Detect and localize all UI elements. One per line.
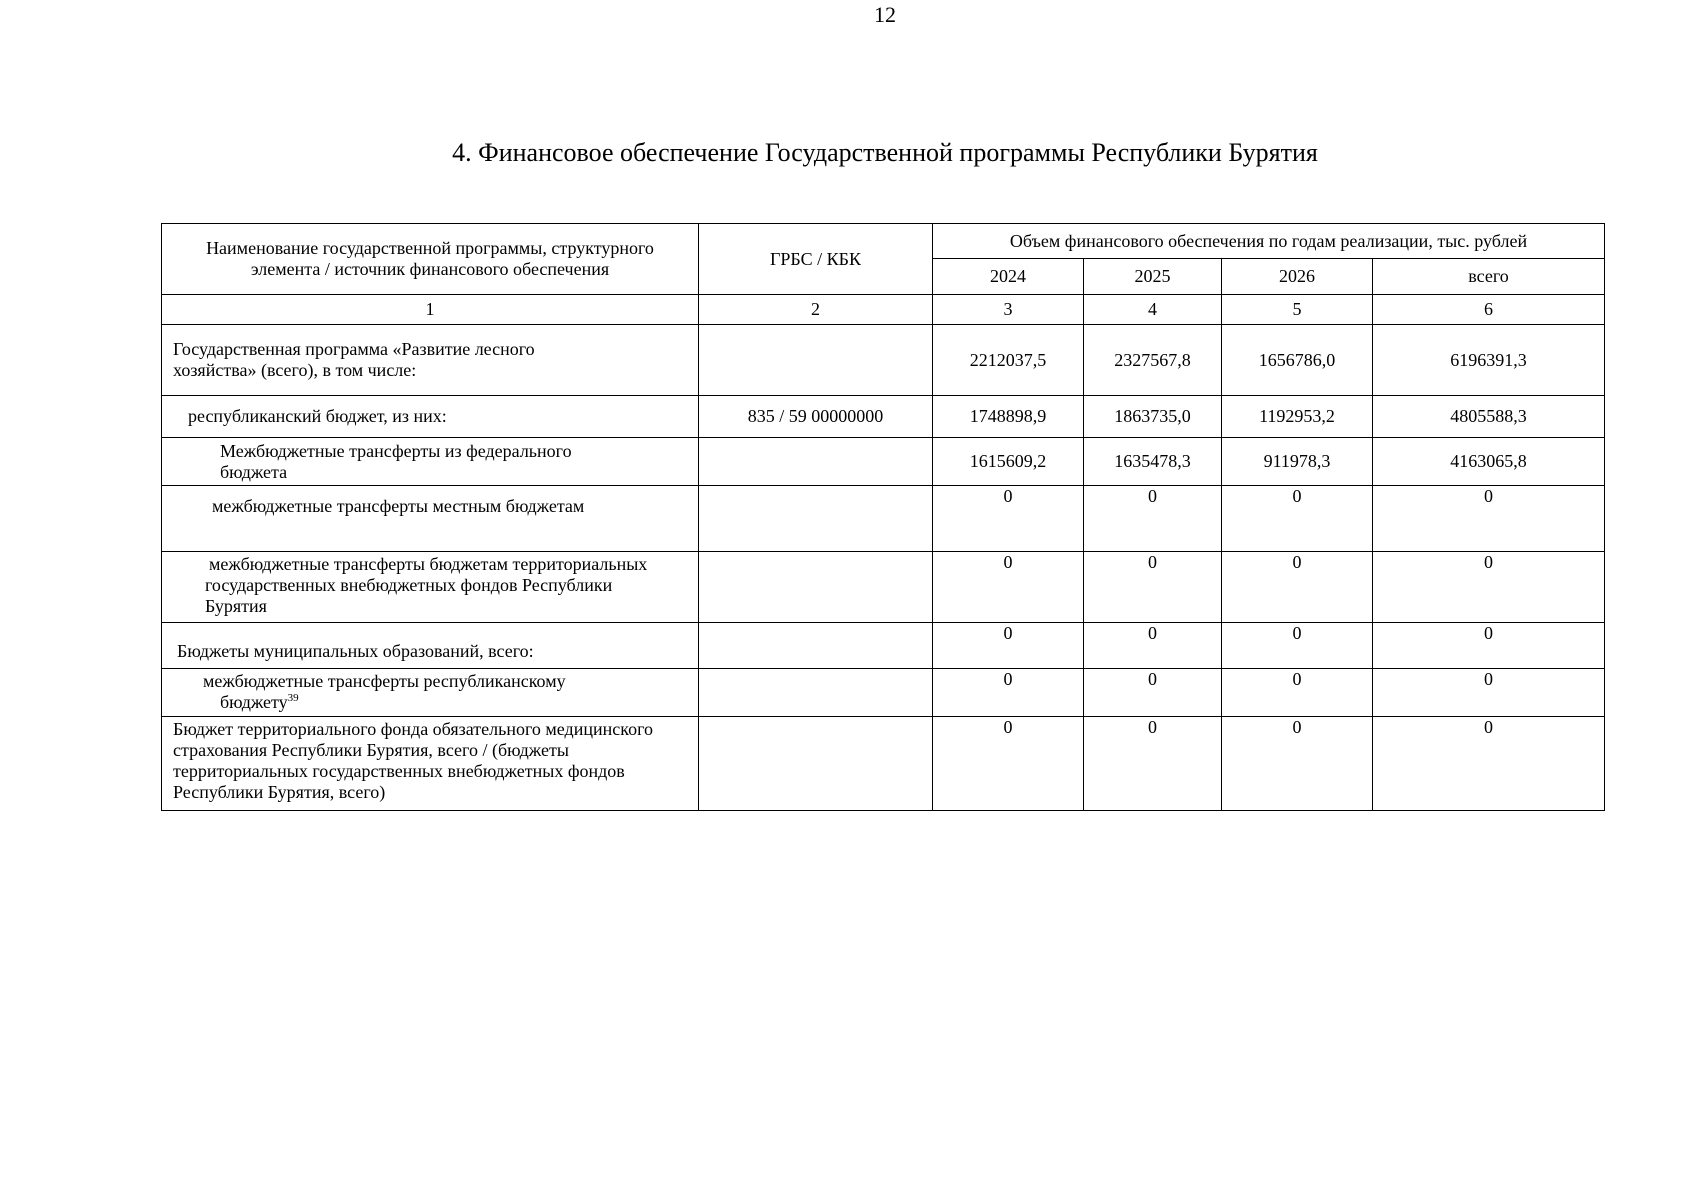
value-total: 0 — [1373, 669, 1605, 717]
header-year-2026: 2026 — [1222, 259, 1373, 295]
row-name — [162, 669, 699, 717]
column-number: 6 — [1373, 295, 1605, 325]
table-row — [162, 669, 1605, 717]
row-kbk — [699, 717, 933, 811]
header-total: всего — [1373, 259, 1605, 295]
table-header-row — [162, 224, 1605, 259]
value-2024: 1615609,2 — [933, 438, 1084, 486]
value-2026: 1192953,2 — [1222, 396, 1373, 438]
row-name: межбюджетные трансферты бюджетам территориальных государственных внебюджетных фондов Республики Бурятия — [162, 552, 699, 623]
table-row — [162, 438, 1605, 486]
value-2025: 1863735,0 — [1084, 396, 1222, 438]
row-name: Бюджет территориального фонда обязательного медицинского страхования Республики Бурятия, всего / (бюджеты территориальных государственных внебюджетных фондов Республики Бурятия, всего) — [162, 717, 699, 811]
table-row — [162, 325, 1605, 396]
row-kbk: 835 / 59 00000000 — [699, 396, 933, 438]
value-2024: 0 — [933, 486, 1084, 552]
value-2025: 0 — [1084, 486, 1222, 552]
column-number: 5 — [1222, 295, 1373, 325]
value-2026: 911978,3 — [1222, 438, 1373, 486]
value-2025: 0 — [1084, 623, 1222, 669]
row-name: Государственная программа «Развитие лесного хозяйства» (всего), в том числе: — [162, 325, 699, 396]
value-2025: 0 — [1084, 717, 1222, 811]
value-2024: 0 — [933, 623, 1084, 669]
value-total: 0 — [1373, 486, 1605, 552]
value-total: 0 — [1373, 717, 1605, 811]
row-kbk — [699, 623, 933, 669]
value-total: 0 — [1373, 552, 1605, 623]
row-kbk — [699, 438, 933, 486]
value-2026: 0 — [1222, 486, 1373, 552]
header-year-2025: 2025 — [1084, 259, 1222, 295]
value-total: 6196391,3 — [1373, 325, 1605, 396]
value-total: 4805588,3 — [1373, 396, 1605, 438]
value-total: 0 — [1373, 623, 1605, 669]
value-2025: 2327567,8 — [1084, 325, 1222, 396]
value-2025: 1635478,3 — [1084, 438, 1222, 486]
value-total: 4163065,8 — [1373, 438, 1605, 486]
value-2024: 0 — [933, 552, 1084, 623]
row-name: Бюджеты муниципальных образований, всего: — [162, 623, 699, 669]
section-title: 4. Финансовое обеспечение Государственной программы Республики Бурятия — [452, 138, 1318, 167]
header-volume-col: Объем финансового обеспечения по годам реализации, тыс. рублей — [933, 224, 1605, 259]
value-2024: 0 — [933, 717, 1084, 811]
value-2026: 1656786,0 — [1222, 325, 1373, 396]
table-row — [162, 623, 1605, 669]
financing-table — [161, 223, 1605, 811]
row-kbk — [699, 669, 933, 717]
table-row — [162, 486, 1605, 552]
row-name-text: межбюджетные трансферты республиканскому бюджету — [203, 671, 566, 712]
row-kbk — [699, 552, 933, 623]
row-name: республиканский бюджет, из них: — [162, 396, 699, 438]
value-2024: 2212037,5 — [933, 325, 1084, 396]
table-row — [162, 717, 1605, 811]
value-2025: 0 — [1084, 669, 1222, 717]
table-row — [162, 552, 1605, 623]
table-row — [162, 396, 1605, 438]
header-grbs-col: ГРБС / КБК — [699, 224, 933, 295]
value-2025: 0 — [1084, 552, 1222, 623]
column-number: 1 — [162, 295, 699, 325]
page-number: 12 — [874, 2, 896, 27]
column-number: 3 — [933, 295, 1084, 325]
footnote-marker: 39 — [287, 692, 299, 704]
value-2026: 0 — [1222, 552, 1373, 623]
column-numbers-row — [162, 295, 1605, 325]
column-number: 4 — [1084, 295, 1222, 325]
header-name-col: Наименование государственной программы, структурного элемента / источник финансового обеспечения — [162, 224, 699, 295]
column-number: 2 — [699, 295, 933, 325]
header-year-2024: 2024 — [933, 259, 1084, 295]
value-2026: 0 — [1222, 717, 1373, 811]
row-name: Межбюджетные трансферты из федерального бюджета — [162, 438, 699, 486]
row-kbk — [699, 486, 933, 552]
value-2024: 1748898,9 — [933, 396, 1084, 438]
value-2024: 0 — [933, 669, 1084, 717]
value-2026: 0 — [1222, 623, 1373, 669]
value-2026: 0 — [1222, 669, 1373, 717]
row-kbk — [699, 325, 933, 396]
row-name: межбюджетные трансферты местным бюджетам — [162, 486, 699, 552]
